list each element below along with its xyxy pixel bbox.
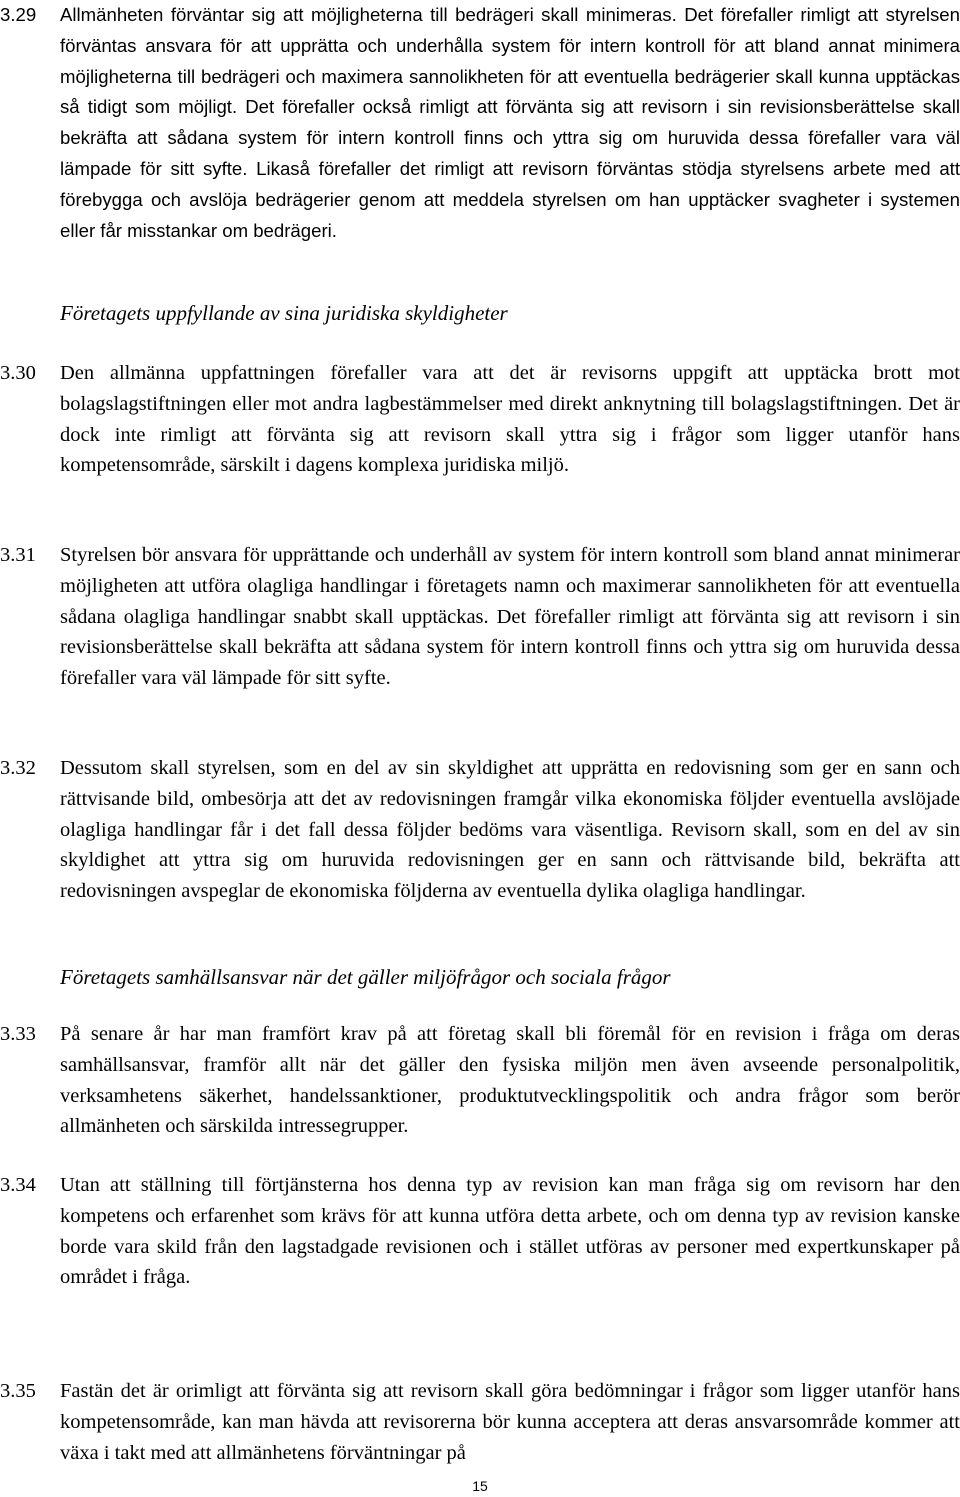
paragraph-text: Styrelsen bör ansvara för upprättande och underhåll av system för intern kontroll som bland annat minimerar möjligheten att utföra olagliga handlingar i företagets namn och maximerar sannolikheten för att eventuella sådana olagliga handlingar snabbt skall upptäckas. Det förefaller rimligt att förvänta sig att revisorn i sin revisionsberättelse skall bekräfta att sådana system för intern kontroll finns och yttra sig om huruvida dessa förefaller vara väl lämpade för sitt syfte.: [60, 544, 960, 690]
paragraph-text: Fastän det är orimligt att förvänta sig att revisorn skall göra bedömningar i frågor som ligger utanför hans kompetensområde, kan man hävda att revisorerna bör kunna acceptera att deras ansvarsområde kommer att växa i takt med att allmänhetens förväntningar på: [60, 1380, 960, 1464]
page-number: 15: [472, 1478, 488, 1494]
paragraph-text: På senare år har man framfört krav på att företag skall bli föremål för en revision i fråga om deras samhällsansvar, framför allt när det gäller den fysiska miljön men även avseende personalpolitik, verksamhetens säkerhet, handelssanktioner, produktutvecklingspolitik och andra frågor som berör allmänheten och särskilda intressegrupper.: [60, 1023, 960, 1138]
paragraph-3-31: [0, 540, 960, 694]
paragraph-number: 3.29: [0, 4, 37, 25]
section-heading-social-responsibility: Företagets samhällsansvar när det gäller miljöfrågor och sociala frågor: [60, 965, 671, 989]
paragraph-text: Dessutom skall styrelsen, som en del av sin skyldighet att upprätta en redovisning som ger en sann och rättvisande bild, ombesörja att det av redovisningen framgår vilka ekonomiska följder eventuella avslöjade olagliga handlingar får i det fall dessa följder bedöms vara väsentliga. Revisorn skall, som en del av sin skyldighet att yttra sig om huruvida redovisningen ger en sann och rättvisande bild, bekräfta att redovisningen avspeglar de ekonomiska följderna av eventuella dylika olagliga handlingar.: [60, 757, 960, 903]
paragraph-3-34: [0, 1170, 960, 1293]
paragraph-3-33: [0, 1019, 960, 1142]
paragraph-text: Allmänheten förväntar sig att möjligheterna till bedrägeri skall minimeras. Det förefaller rimligt att styrelsen förväntas ansvara för att upprätta och underhålla system för intern kontroll för att bland annat minimera möjligheterna till bedrägeri och maximera sannolikheten för att eventuella bedrägerier skall kunna upptäckas så tidigt som möjligt. Det förefaller också rimligt att förvänta sig att revisorn i sin revisionsberättelse skall bekräfta att sådana system för intern kontroll finns och yttra sig om huruvida dessa förefaller vara väl lämpade för sitt syfte. Likaså förefaller det rimligt att revisorn förväntas stödja styrelsens arbete med att förebygga och avslöja bedrägerier genom att meddela styrelsen om han upptäcker svagheter i systemen eller får misstankar om bedrägeri.: [60, 4, 960, 241]
paragraph-3-30: [0, 358, 960, 481]
section-heading-legal: Företagets uppfyllande av sina juridiska skyldigheter: [60, 301, 508, 325]
paragraph-number: 3.34: [0, 1174, 36, 1196]
paragraph-number: 3.30: [0, 362, 36, 384]
paragraph-3-32: [0, 753, 960, 907]
paragraph-text: Den allmänna uppfattningen förefaller vara att det är revisorns uppgift att upptäcka brott mot bolagslagstiftningen eller mot andra lagbestämmelser med direkt anknytning till bolagslagstiftningen. Det är dock inte rimligt att förvänta sig att revisorn skall yttra sig i frågor som ligger utanför hans kompetensområde, särskilt i dagens komplexa juridiska miljö.: [60, 362, 960, 477]
paragraph-number: 3.33: [0, 1023, 36, 1045]
paragraph-number: 3.31: [0, 544, 36, 566]
paragraph-text: Utan att ställning till förtjänsterna hos denna typ av revision kan man fråga sig om revisorn har den kompetens och erfarenhet som krävs för att kunna utföra detta arbete, och om denna typ av revision kanske borde vara skild från den lagstadgade revisionen och i stället utföras av personer med expertkunskaper på området i fråga.: [60, 1174, 960, 1289]
paragraph-number: 3.35: [0, 1380, 36, 1402]
paragraph-3-29: [0, 0, 960, 246]
paragraph-number: 3.32: [0, 757, 36, 779]
paragraph-3-35: [0, 1376, 960, 1468]
